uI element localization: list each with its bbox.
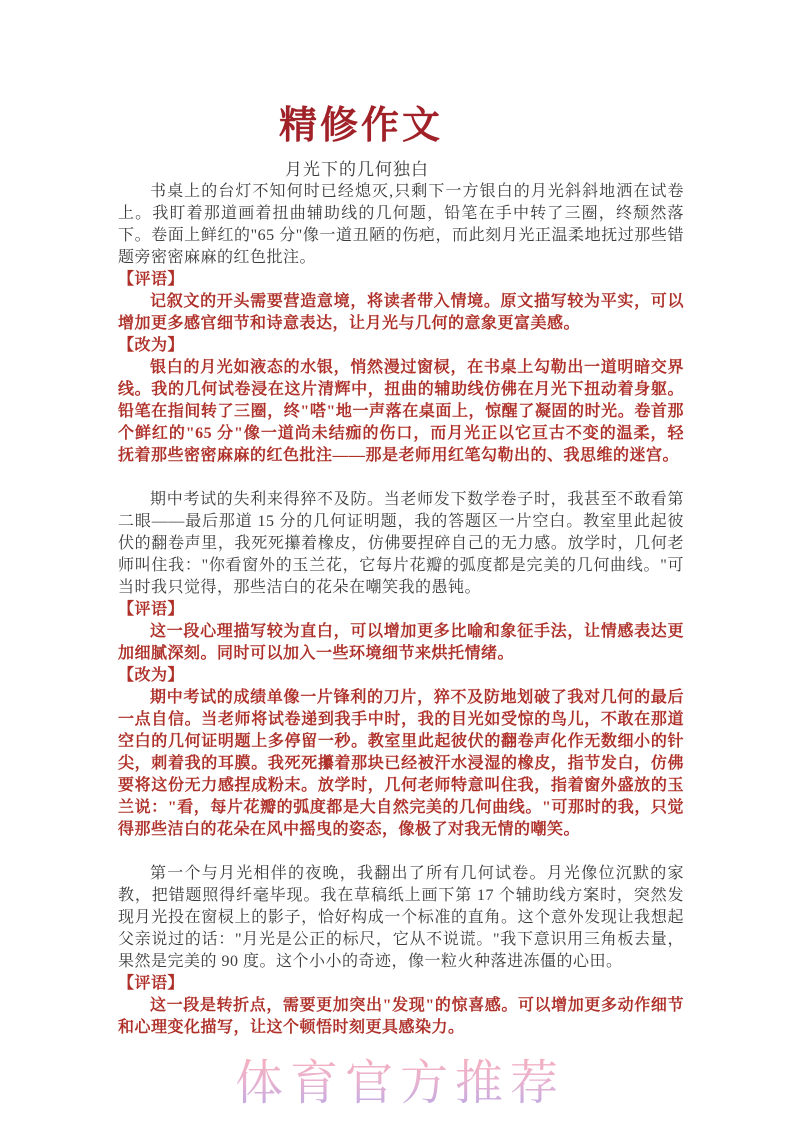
paragraph-gap: [118, 467, 684, 489]
essay-title: 月光下的几何独白: [285, 160, 429, 179]
comment-label-3: 【评语】: [118, 975, 185, 992]
essay-content: [118, 0, 684, 1039]
essay-paragraph-2: 期中考试的失利来得猝不及防。当老师发下数学卷子时，我甚至不敢看第二眼——最后那道 15 分的几何证明题，我的答题区一片空白。教室里此起彼伏的翻卷声里，我死死攥着橡皮，仿佛要捏碎自己的无力感。放学时，几何老师叫住我："你看窗外的玉兰花，它每片花瓣的弧度都是完美的几何曲线。"可当时我只觉得，那些洁白的花朵在嘲笑我的愚钝。: [118, 491, 684, 596]
revision-text-2: 期中考试的成绩单像一片锋利的刀片，猝不及防地划破了我对几何的最后一点自信。当老师将试卷递到我手中时，我的目光如受惊的鸟儿，不敢在那道空白的几何证明题上多停留一秒。教室里此起彼伏的翻卷声化作无数细小的针尖，刺着我的耳膜。我死死攥着那块已经被汗水浸湿的橡皮，指节发白，仿佛要将这份无力感捏成粉末。放学时，几何老师特意叫住我，指着窗外盛放的玉兰说："看，每片花瓣的弧度都是大自然完美的几何曲线。"可那时的我，只觉得那些洁白的花朵在风中摇曳的姿态，像极了对我无情的嘲笑。: [118, 689, 684, 838]
comment-label-2: 【评语】: [118, 601, 185, 618]
comment-text-1: 记叙文的开头需要营造意境，将读者带入情境。原文描写较为平实，可以增加更多感官细节和诗意表达，让月光与几何的意象更富美感。: [118, 293, 684, 332]
essay-paragraph-1: 书桌上的台灯不知何时已经熄灭,只剩下一方银白的月光斜斜地洒在试卷上。我盯着那道画着扭曲辅助线的几何题，铅笔在手中转了三圈，终颓然落下。卷面上鲜红的"65 分"像一道丑陋的伤疤，而此刻月光正温柔地抚过那些错题旁密密麻麻的红色批注。: [118, 183, 684, 266]
page-title: 精修作文: [278, 105, 443, 147]
comment-label-1: 【评语】: [118, 271, 185, 288]
watermark-text: 体育官方推荐: [0, 1056, 800, 1112]
essay-paragraph-3: 第一个与月光相伴的夜晚，我翻出了所有几何试卷。月光像位沉默的家教，把错题照得纤毫毕现。我在草稿纸上画下第 17 个辅助线方案时，突然发现月光投在窗棂上的影子，恰好构成一个标准的直角。这个意外发现让我想起父亲说过的话："月光是公正的标尺，它从不说谎。"我下意识用三角板去量，果然是完美的 90 度。这个小小的奇迹，像一粒火种落进冻僵的心田。: [118, 865, 684, 970]
revision-text-1: 银白的月光如液态的水银，悄然漫过窗棂，在书桌上勾勒出一道明暗交界线。我的几何试卷浸在这片清辉中，扭曲的辅助线仿佛在月光下扭动着身躯。铅笔在指间转了三圈，终"嗒"地一声落在桌面上，惊醒了凝固的时光。卷首那个鲜红的"65 分"像一道尚未结痂的伤口，而月光正以它亘古不变的温柔，轻抚着那些密密麻麻的红色批注——那是老师用红笔勾勒出的、我思维的迷宫。: [118, 359, 684, 464]
revision-label-2: 【改为】: [118, 667, 185, 684]
paragraph-gap: [118, 841, 684, 863]
comment-text-3: 这一段是转折点，需要更加突出"发现"的惊喜感。可以增加更多动作细节和心理变化描写，让这个顿悟时刻更具感染力。: [118, 997, 684, 1036]
comment-text-2: 这一段心理描写较为直白，可以增加更多比喻和象征手法，让情感表达更加细腻深刻。同时可以加入一些环境细节来烘托情绪。: [118, 623, 684, 662]
revision-label-1: 【改为】: [118, 337, 185, 354]
